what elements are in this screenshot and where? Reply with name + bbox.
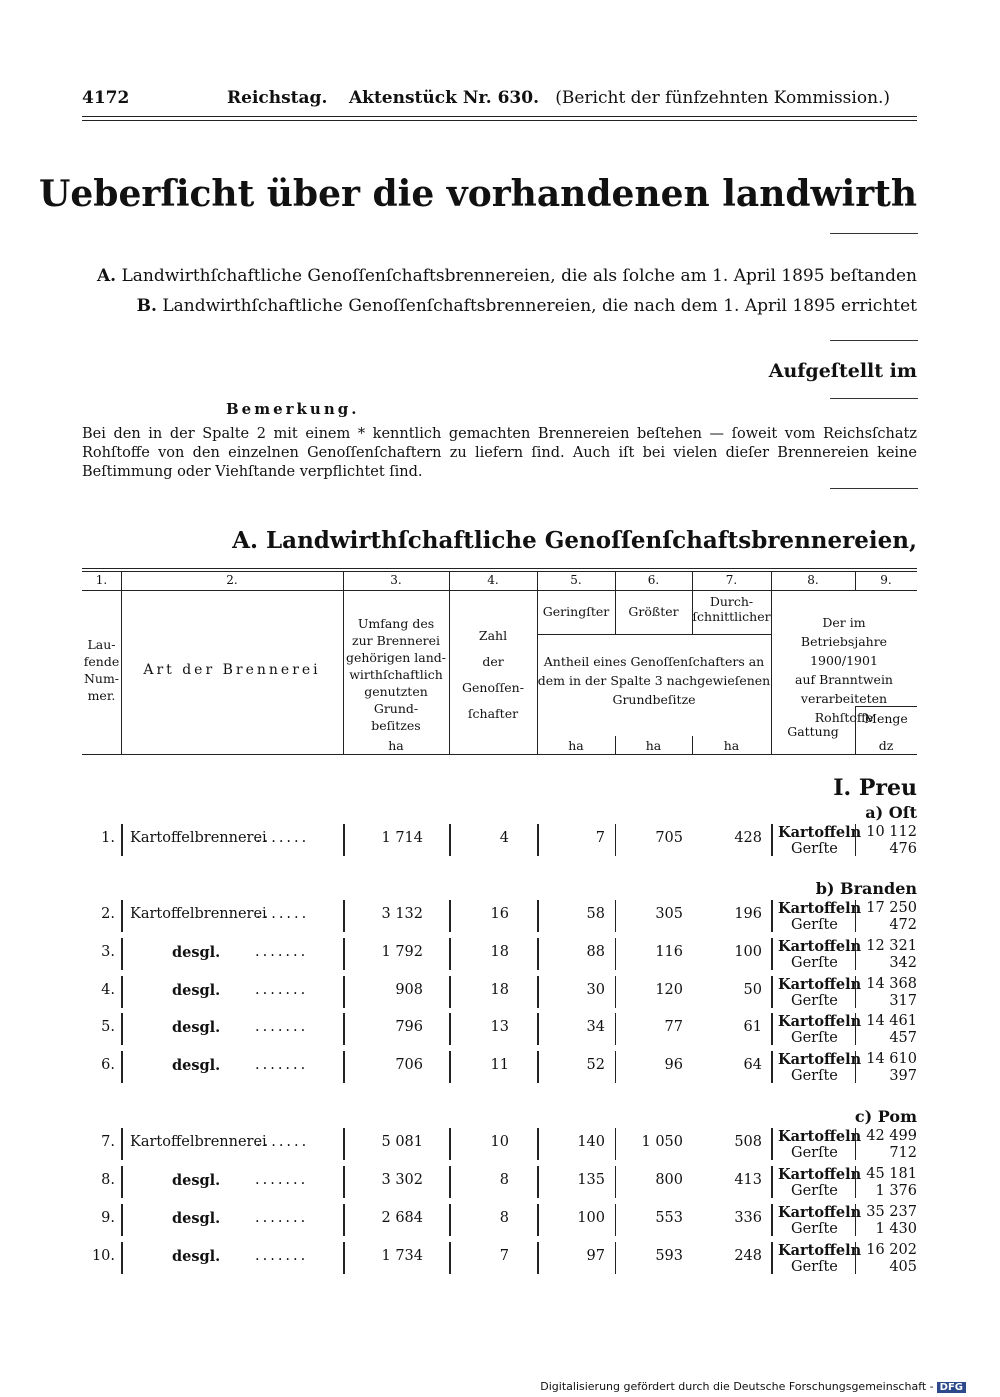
cell-groesster: 96 [664, 1057, 683, 1073]
column-bar [771, 1051, 773, 1083]
leader-dots: ....... [255, 1248, 309, 1264]
cell-geringster: 52 [586, 1057, 605, 1073]
column-bar [449, 976, 451, 1008]
cell-menge: 17 250 [866, 900, 917, 916]
cell-gattung: Kartoffeln [778, 1128, 862, 1145]
cell-menge: 457 [889, 1030, 917, 1046]
cell-durchschnitt: 508 [734, 1134, 762, 1150]
cell-gattung: Gerſte [791, 1221, 838, 1237]
column-bar [343, 938, 345, 970]
header-menge: Menge [864, 711, 908, 726]
column-bar [771, 824, 773, 856]
running-head [227, 88, 890, 108]
cell-menge: 405 [889, 1259, 917, 1275]
section-heading [232, 527, 917, 554]
region-heading: c) Pom [854, 1107, 917, 1126]
column-bar [615, 1051, 616, 1083]
footer-text: Digitalisierung gefördert durch die Deutsche Forschungsgemeinschaft - [540, 1380, 934, 1393]
divider [830, 233, 918, 234]
running-head-bericht: (Bericht der fünfzehnten Kommission.) [555, 88, 891, 108]
cell-menge: 397 [889, 1068, 917, 1084]
cell-geringster: 135 [577, 1172, 605, 1188]
subtitle-b [137, 296, 917, 316]
cell-umfang: 908 [395, 982, 423, 998]
unit-dz: dz [878, 738, 894, 753]
cell-umfang: 706 [395, 1057, 423, 1073]
cell-umfang: 796 [395, 1019, 423, 1035]
cell-gattung: Kartoffeln [778, 1242, 862, 1259]
column-bar [343, 900, 345, 932]
cell-zahl: 18 [490, 944, 509, 960]
cell-gattung: Gerſte [791, 993, 838, 1009]
cell-umfang: 1 734 [381, 1248, 423, 1264]
cell-gattung: Kartoffeln [778, 1051, 862, 1068]
remark-title: Bemerkung. [226, 400, 360, 418]
column-bar [855, 1204, 856, 1236]
cell-menge: 476 [889, 841, 917, 857]
region-heading: b) Branden [815, 879, 917, 898]
divider [830, 340, 918, 341]
leader-dots: ....... [256, 906, 310, 922]
table-rule [82, 571, 917, 572]
column-bar [855, 1242, 856, 1274]
footer [540, 1380, 966, 1393]
column-bar [343, 1242, 345, 1274]
cell-art: Kartoffelbrennerei [130, 830, 267, 846]
cell-geringster: 7 [595, 830, 605, 846]
cell-menge: 14 461 [866, 1013, 917, 1029]
cell-zahl: 13 [490, 1019, 509, 1035]
cell-durchschnitt: 413 [734, 1172, 762, 1188]
column-bar [121, 1242, 123, 1274]
cell-zahl: 10 [490, 1134, 509, 1150]
column-bar [449, 900, 451, 932]
cell-art: desgl. [172, 1057, 221, 1074]
column-bar [343, 1051, 345, 1083]
header-geringster: Geringſter [542, 604, 610, 619]
col-number: 2. [226, 573, 238, 587]
leader-dots: ....... [255, 982, 309, 998]
cell-gattung: Gerſte [791, 1183, 838, 1199]
cell-art: desgl. [172, 1210, 221, 1227]
cell-groesster: 120 [655, 982, 683, 998]
section-text: Landwirthſchaftliche Genoſſenſchaftsbrennereien, [266, 527, 917, 554]
header-rohstoffe-group: Der im Betriebsjahre 1900/1901 auf Branntwein verarbeiteten Rohſtoffe [795, 615, 893, 725]
cell-nr: 6. [101, 1057, 115, 1073]
cell-art: Kartoffelbrennerei [130, 906, 267, 922]
header-antheil-group: Antheil eines Genoſſenſchafters an dem in der Spalte 3 nachgewieſenen Grundbeſitze [537, 654, 771, 707]
divider [830, 488, 918, 489]
col-number: 3. [390, 573, 402, 587]
subtitle-text: Landwirthſchaftliche Genoſſenſchaftsbrennereien, die nach dem 1. April 1895 errichtet [162, 296, 917, 316]
header-durchschnittlicher: Durch- ſchnittlicher [692, 594, 771, 624]
column-bar [537, 1013, 539, 1045]
header-umfang: Umfang des zur Brennerei gehörigen land- wirthſchaftlich genutzten Grund- beſitzes [345, 616, 447, 733]
remark-text: Bei den in der Spalte 2 mit einem * kenntlich gemachten Brennereien beſtehen — ſoweit vom Reichsſchatz Rohſtoffe von den einzelnen Genoſſenſchaftern zu liefern ſind. Auch iſt bei vielen dieſer Brennereien keine Beſtimmung oder Viehſtande verpflichtet ſind. [82, 426, 917, 480]
cell-gattung: Gerſte [791, 917, 838, 933]
cell-zahl: 7 [499, 1248, 509, 1264]
cell-gattung: Kartoffeln [778, 1204, 862, 1221]
cell-nr: 8. [101, 1172, 115, 1188]
cell-gattung: Kartoffeln [778, 1013, 862, 1030]
cell-gattung: Kartoffeln [778, 938, 862, 955]
cell-zahl: 8 [499, 1210, 509, 1226]
cell-nr: 1. [101, 830, 115, 846]
column-bar [343, 1166, 345, 1198]
cell-art: desgl. [172, 944, 221, 961]
col-number: 5. [570, 573, 582, 587]
column-bar [855, 1128, 856, 1160]
column-bar [121, 1166, 123, 1198]
cell-durchschnitt: 196 [734, 906, 762, 922]
column-bar [537, 824, 539, 856]
column-bar [537, 938, 539, 970]
column-bar [121, 1128, 123, 1160]
cell-nr: 2. [101, 906, 115, 922]
column-bar [537, 1051, 539, 1083]
cell-menge: 42 499 [866, 1128, 917, 1144]
subtitle-key: A. [96, 266, 117, 286]
cell-gattung: Kartoffeln [778, 976, 862, 993]
cell-zahl: 18 [490, 982, 509, 998]
cell-gattung: Gerſte [791, 1259, 838, 1275]
column-bar [121, 976, 123, 1008]
cell-durchschnitt: 64 [743, 1057, 762, 1073]
column-bar [771, 900, 773, 932]
col-number: 6. [647, 573, 660, 587]
column-bar [449, 1051, 451, 1083]
column-bar [343, 976, 345, 1008]
cell-groesster: 77 [664, 1019, 683, 1035]
column-bar [771, 938, 773, 970]
cell-durchschnitt: 336 [734, 1210, 762, 1226]
cell-art: desgl. [172, 982, 221, 999]
column-bar [771, 1242, 773, 1274]
col-number: 4. [487, 573, 499, 587]
cell-menge: 45 181 [866, 1166, 917, 1182]
column-bar [449, 938, 451, 970]
cell-geringster: 97 [586, 1248, 605, 1264]
leader-dots: ....... [255, 1019, 309, 1035]
cell-gattung: Gerſte [791, 841, 838, 857]
column-bar [449, 1128, 451, 1160]
cell-geringster: 30 [586, 982, 605, 998]
col-number: 7. [725, 573, 738, 587]
cell-menge: 1 430 [875, 1221, 917, 1237]
cell-zahl: 8 [499, 1172, 509, 1188]
page-title: Ueberſicht über die vorhandenen landwirth [38, 173, 917, 215]
cell-gattung: Gerſte [791, 1145, 838, 1161]
leader-dots: ....... [256, 830, 310, 846]
cell-umfang: 3 302 [381, 1172, 423, 1188]
cell-menge: 35 237 [866, 1204, 917, 1220]
cell-art: desgl. [172, 1172, 221, 1189]
cell-menge: 712 [889, 1145, 917, 1161]
header-groesster: Größter [628, 604, 679, 619]
cell-gattung: Gerſte [791, 1068, 838, 1084]
cell-groesster: 553 [655, 1210, 683, 1226]
column-bar [343, 1128, 345, 1160]
column-bar [615, 1166, 616, 1198]
region-heading: a) Oſt [865, 803, 917, 822]
column-bar [121, 1204, 123, 1236]
column-bar [537, 1242, 539, 1274]
unit-ha: ha [568, 738, 584, 753]
state-heading: I. Preu [833, 775, 917, 801]
subtitle-text: Landwirthſchaftliche Genoſſenſchaftsbrennereien, die als ſolche am 1. April 1895 beſtanden [121, 266, 917, 286]
cell-gattung: Gerſte [791, 1030, 838, 1046]
leader-dots: ....... [255, 1210, 309, 1226]
cell-durchschnitt: 61 [743, 1019, 762, 1035]
page-number: 4172 [82, 88, 130, 108]
column-bar [537, 976, 539, 1008]
cell-menge: 342 [889, 955, 917, 971]
column-bar [121, 824, 123, 856]
cell-zahl: 4 [499, 830, 509, 846]
header-art-der-brennerei: Art der Brennerei [143, 662, 321, 678]
running-head-reichstag: Reichstag. [227, 88, 328, 108]
cell-gattung: Kartoffeln [778, 824, 862, 841]
column-bar [615, 938, 616, 970]
cell-groesster: 305 [655, 906, 683, 922]
cell-durchschnitt: 50 [743, 982, 762, 998]
column-bar [449, 1166, 451, 1198]
section-key: A. [232, 527, 258, 554]
cell-menge: 472 [889, 917, 917, 933]
column-bar [537, 1166, 539, 1198]
divider [830, 398, 918, 399]
unit-ha: ha [645, 738, 662, 753]
cell-nr: 9. [101, 1210, 115, 1226]
running-head-aktenstueck: Aktenstück Nr. 630. [348, 88, 539, 108]
cell-groesster: 1 050 [641, 1134, 683, 1150]
cell-gattung: Gerſte [791, 955, 838, 971]
cell-menge: 317 [889, 993, 917, 1009]
column-bar [771, 1013, 773, 1045]
cell-menge: 16 202 [866, 1242, 917, 1258]
cell-art: desgl. [172, 1248, 221, 1265]
column-bar [855, 1166, 856, 1198]
table-rule [82, 754, 917, 755]
column-bar [615, 1013, 616, 1045]
subtitle-key: B. [136, 296, 157, 316]
cell-geringster: 100 [577, 1210, 605, 1226]
leader-dots: ....... [255, 944, 309, 960]
cell-geringster: 140 [577, 1134, 605, 1150]
column-bar [615, 976, 616, 1008]
cell-geringster: 58 [586, 906, 605, 922]
column-bar [855, 1013, 856, 1045]
cell-zahl: 11 [490, 1057, 509, 1073]
cell-nr: 4. [101, 982, 115, 998]
table-rule [82, 568, 917, 569]
cell-geringster: 88 [586, 944, 605, 960]
cell-menge: 12 321 [866, 938, 917, 954]
cell-gattung: Kartoffeln [778, 1166, 862, 1183]
cell-geringster: 34 [586, 1019, 605, 1035]
cell-zahl: 16 [490, 906, 509, 922]
cell-durchschnitt: 428 [734, 830, 762, 846]
column-bar [537, 900, 539, 932]
table-rule [537, 634, 771, 635]
column-bar [771, 1166, 773, 1198]
cell-nr: 5. [101, 1019, 115, 1035]
cell-umfang: 3 132 [381, 906, 423, 922]
column-bar [343, 1013, 345, 1045]
cell-umfang: 5 081 [381, 1134, 423, 1150]
cell-art: Kartoffelbrennerei [130, 1134, 267, 1150]
column-bar [121, 1013, 123, 1045]
cell-nr: 7. [101, 1134, 115, 1150]
cell-menge: 14 610 [866, 1051, 917, 1067]
column-bar [615, 1204, 616, 1236]
leader-dots: ....... [255, 1172, 309, 1188]
column-bar [615, 1242, 616, 1274]
header-rule [82, 116, 917, 117]
cell-menge: 14 368 [866, 976, 917, 992]
header-laufende-nummer: Lau- fende Num- mer. [83, 637, 120, 703]
column-bar [855, 938, 856, 970]
column-bar [771, 976, 773, 1008]
column-bar [449, 1242, 451, 1274]
col-number: 1. [95, 573, 108, 587]
column-bar [449, 1204, 451, 1236]
cell-menge: 1 376 [875, 1183, 917, 1199]
column-bar [343, 824, 345, 856]
column-bar [121, 938, 123, 970]
cell-groesster: 800 [655, 1172, 683, 1188]
cell-durchschnitt: 248 [734, 1248, 762, 1264]
cell-umfang: 1 714 [381, 830, 423, 846]
column-bar [771, 1204, 773, 1236]
cell-umfang: 2 684 [381, 1210, 423, 1226]
leader-dots: ....... [255, 1057, 309, 1073]
column-bar [855, 900, 856, 932]
cell-menge: 10 112 [866, 824, 917, 840]
cell-nr: 3. [101, 944, 115, 960]
column-bar [615, 824, 616, 856]
cell-groesster: 705 [655, 830, 683, 846]
aufgestellt-heading: Aufgeſtellt im [768, 360, 917, 382]
column-bar [855, 976, 856, 1008]
cell-gattung: Kartoffeln [778, 900, 862, 917]
subtitle-a [97, 266, 917, 286]
cell-umfang: 1 792 [381, 944, 423, 960]
column-bar [537, 1204, 539, 1236]
header-zahl-genossenschafter: Zahl der Genoſſen- ſchafter [462, 628, 524, 721]
leader-dots: ....... [256, 1134, 310, 1150]
column-bar [615, 900, 616, 932]
col-number: 8. [807, 573, 819, 587]
column-bar [855, 1051, 856, 1083]
table-rule [82, 590, 917, 591]
cell-groesster: 116 [655, 944, 683, 960]
header-rule [82, 120, 917, 121]
cell-groesster: 593 [655, 1248, 683, 1264]
column-bar [121, 1051, 123, 1083]
col-number: 9. [880, 573, 892, 587]
column-bar [537, 1128, 539, 1160]
column-bar [615, 1128, 616, 1160]
header-gattung: Gattung [787, 724, 839, 739]
column-bar [771, 1128, 773, 1160]
unit-ha: ha [388, 738, 404, 753]
cell-durchschnitt: 100 [734, 944, 762, 960]
column-bar [121, 900, 123, 932]
column-bar [855, 824, 856, 856]
dfg-logo: DFG [937, 1382, 966, 1393]
cell-art: desgl. [172, 1019, 221, 1036]
column-bar [449, 824, 451, 856]
cell-nr: 10. [91, 1248, 115, 1264]
column-bar [449, 1013, 451, 1045]
running-header [82, 88, 917, 112]
unit-ha: ha [723, 738, 740, 753]
column-bar [343, 1204, 345, 1236]
